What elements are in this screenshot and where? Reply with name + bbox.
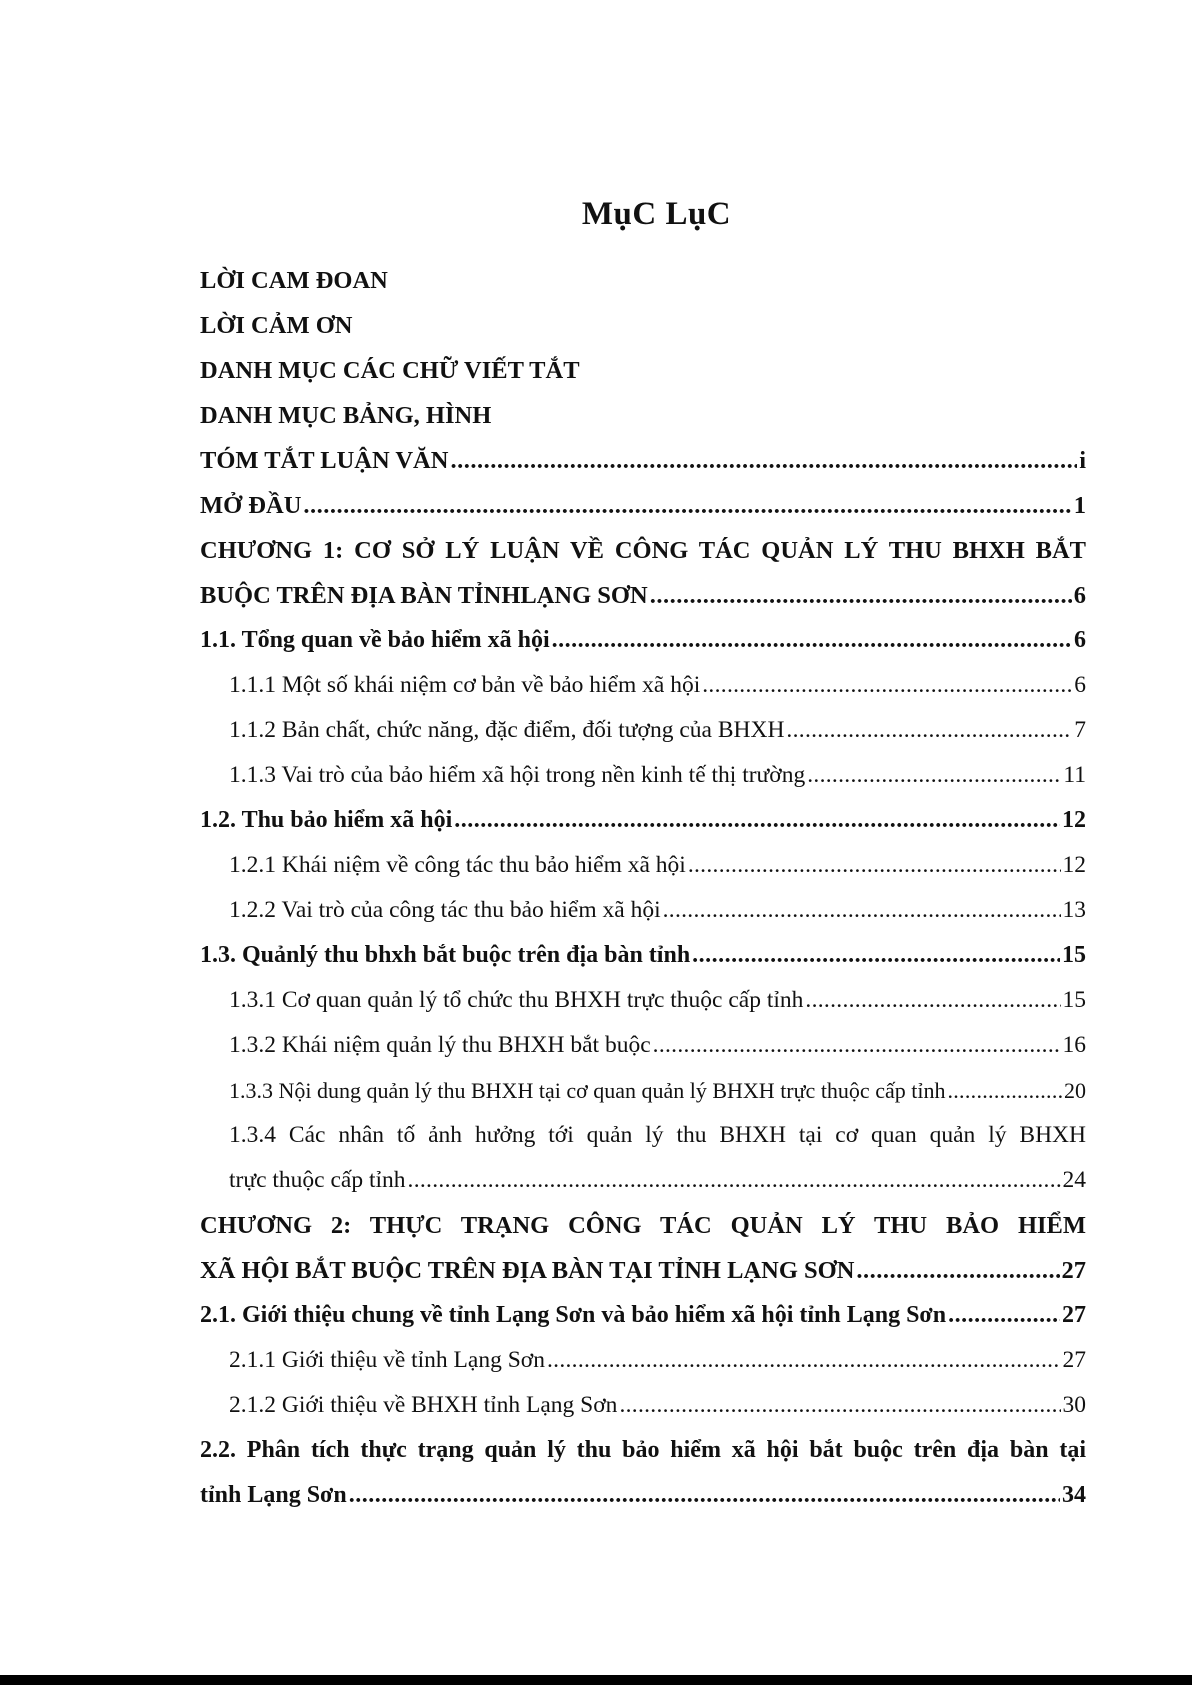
toc-entry-text: CHƯƠNG 2: THỰC TRẠNG CÔNG TÁC QUẢN LÝ THU BẢO HIỂM — [200, 1212, 1086, 1239]
toc-page-number: 34 — [1062, 1482, 1086, 1508]
dot-leader — [786, 708, 1072, 753]
dot-leader — [450, 438, 1077, 483]
toc-entry-text: BUỘC TRÊN ĐỊA BÀN TỈNHLẠNG SƠN — [200, 582, 648, 609]
toc-entry-text: tỉnh Lạng Sơn — [200, 1482, 347, 1508]
toc-entry[interactable] — [200, 663, 1086, 708]
dot-leader — [663, 888, 1061, 933]
dot-leader — [408, 1158, 1061, 1203]
toc-entry-text: DANH MỤC BẢNG, HÌNH — [200, 402, 492, 429]
dot-leader — [547, 1338, 1061, 1383]
toc-entry[interactable] — [200, 978, 1086, 1023]
toc-entry-continuation[interactable] — [200, 1158, 1086, 1203]
toc-entry[interactable] — [200, 303, 1086, 348]
dot-leader — [650, 573, 1072, 618]
toc-entry[interactable] — [200, 618, 1086, 663]
page-bottom-border — [0, 1675, 1192, 1685]
toc-entry-continuation[interactable] — [200, 573, 1086, 618]
toc-entry-text: XÃ HỘI BẮT BUỘC TRÊN ĐỊA BÀN TẠI TỈNH LẠNG SƠN — [200, 1257, 855, 1284]
toc-entry[interactable] — [200, 753, 1086, 798]
toc-entry[interactable] — [200, 1203, 1086, 1248]
toc-entry[interactable] — [200, 1338, 1086, 1383]
toc-page-number: 27 — [1062, 1302, 1086, 1328]
toc-entry[interactable] — [200, 1383, 1086, 1428]
toc-entry[interactable] — [200, 1428, 1086, 1473]
toc-entry-text: 1.1.2 Bản chất, chức năng, đặc điểm, đối tượng của BHXH — [229, 717, 785, 743]
toc-entry[interactable] — [200, 843, 1086, 888]
toc-entry[interactable] — [200, 888, 1086, 933]
page-title: MụC LụC — [581, 196, 732, 232]
table-of-contents — [200, 258, 1086, 1518]
toc-page-number: 6 — [1074, 627, 1086, 653]
toc-entry[interactable] — [200, 798, 1086, 843]
toc-page-number: 12 — [1062, 807, 1086, 833]
dot-leader — [856, 1248, 1059, 1293]
toc-page-number: 1 — [1073, 492, 1086, 519]
dot-leader — [948, 1293, 1060, 1338]
toc-entry-text: 1.2.2 Vai trò của công tác thu bảo hiểm xã hội — [229, 897, 661, 923]
toc-page-number: 6 — [1073, 582, 1086, 609]
toc-entry-text: 2.1.1 Giới thiệu về tỉnh Lạng Sơn — [229, 1347, 545, 1373]
dot-leader — [619, 1383, 1060, 1428]
dot-leader — [692, 933, 1060, 978]
toc-entry[interactable] — [200, 1023, 1086, 1068]
toc-entry[interactable] — [200, 1293, 1086, 1338]
toc-entry-text: 2.2. Phân tích thực trạng quản lý thu bảo hiểm xã hội bắt buộc trên địa bàn tại — [200, 1437, 1086, 1463]
dot-leader — [552, 618, 1072, 663]
toc-entry-text: TÓM TẮT LUẬN VĂN — [200, 447, 449, 474]
toc-page-number: 20 — [1064, 1078, 1086, 1103]
toc-entry[interactable] — [200, 933, 1086, 978]
dot-leader — [807, 753, 1061, 798]
toc-entry-text: 2.1. Giới thiệu chung về tỉnh Lạng Sơn và bảo hiểm xã hội tỉnh Lạng Sơn — [200, 1302, 947, 1328]
toc-page-number: 12 — [1062, 852, 1086, 878]
toc-entry[interactable] — [200, 483, 1086, 528]
toc-entry-text: 1.3.4 Các nhân tố ảnh hưởng tới quản lý thu BHXH tại cơ quan quản lý BHXH — [229, 1122, 1086, 1148]
toc-entry-text: trực thuộc cấp tỉnh — [229, 1167, 406, 1193]
toc-page-number: 11 — [1063, 762, 1086, 788]
toc-entry-text: 1.3.2 Khái niệm quản lý thu BHXH bắt buộc — [229, 1032, 651, 1058]
toc-entry-continuation[interactable] — [200, 1473, 1086, 1518]
toc-entry[interactable] — [200, 438, 1086, 483]
toc-entry-text: 2.1.2 Giới thiệu về BHXH tỉnh Lạng Sơn — [229, 1392, 618, 1418]
toc-page-number: 13 — [1062, 897, 1086, 923]
toc-entry-text: 1.2.1 Khái niệm về công tác thu bảo hiểm xã hội — [229, 852, 686, 878]
toc-entry-text: LỜI CAM ĐOAN — [200, 267, 388, 294]
toc-page-number: 7 — [1074, 717, 1086, 743]
toc-entry-text: CHƯƠNG 1: CƠ SỞ LÝ LUẬN VỀ CÔNG TÁC QUẢN LÝ THU BHXH BẮT — [200, 537, 1086, 564]
toc-entry-continuation[interactable] — [200, 1248, 1086, 1293]
toc-entry[interactable] — [200, 1113, 1086, 1158]
toc-entry-text: 1.2. Thu bảo hiểm xã hội — [200, 807, 453, 833]
toc-entry-text: LỜI CẢM ƠN — [200, 312, 353, 339]
toc-page-number: 27 — [1062, 1347, 1086, 1373]
toc-entry-text: 1.3. Quảnlý thu bhxh bắt buộc trên địa bàn tỉnh — [200, 942, 691, 968]
toc-page-number: 30 — [1062, 1392, 1086, 1418]
toc-entry[interactable] — [200, 348, 1086, 393]
toc-page-number: 24 — [1062, 1167, 1086, 1193]
toc-page-number: i — [1079, 447, 1086, 474]
toc-entry-text: 1.1. Tổng quan về bảo hiểm xã hội — [200, 627, 550, 653]
toc-page-number: 15 — [1062, 942, 1086, 968]
toc-page-number: 6 — [1074, 672, 1086, 698]
toc-entry-text: 1.1.1 Một số khái niệm cơ bản về bảo hiểm xã hội — [229, 672, 701, 698]
dot-leader — [688, 843, 1061, 888]
toc-page-number: 27 — [1061, 1257, 1086, 1284]
dot-leader — [349, 1473, 1060, 1518]
toc-page-number: 15 — [1062, 987, 1086, 1013]
toc-page-number: 16 — [1062, 1032, 1086, 1058]
dot-leader — [454, 798, 1060, 843]
toc-entry-text: 1.3.3 Nội dung quản lý thu BHXH tại cơ quan quản lý BHXH trực thuộc cấp tỉnh — [229, 1078, 946, 1103]
toc-entry[interactable] — [200, 258, 1086, 303]
toc-entry-text: DANH MỤC CÁC CHỮ VIẾT TẮT — [200, 357, 580, 384]
toc-entry-text: MỞ ĐẦU — [200, 492, 302, 519]
dot-leader — [947, 1068, 1062, 1113]
toc-entry[interactable] — [200, 393, 1086, 438]
dot-leader — [805, 978, 1060, 1023]
toc-entry[interactable] — [200, 708, 1086, 753]
toc-entry[interactable] — [200, 1068, 1086, 1113]
toc-entry-text: 1.1.3 Vai trò của bảo hiểm xã hội trong nền kinh tế thị trường — [229, 762, 806, 788]
dot-leader — [653, 1023, 1061, 1068]
dot-leader — [702, 663, 1072, 708]
toc-entry[interactable] — [200, 528, 1086, 573]
toc-entry-text: 1.3.1 Cơ quan quản lý tổ chức thu BHXH trực thuộc cấp tỉnh — [229, 987, 804, 1013]
dot-leader — [303, 483, 1071, 528]
